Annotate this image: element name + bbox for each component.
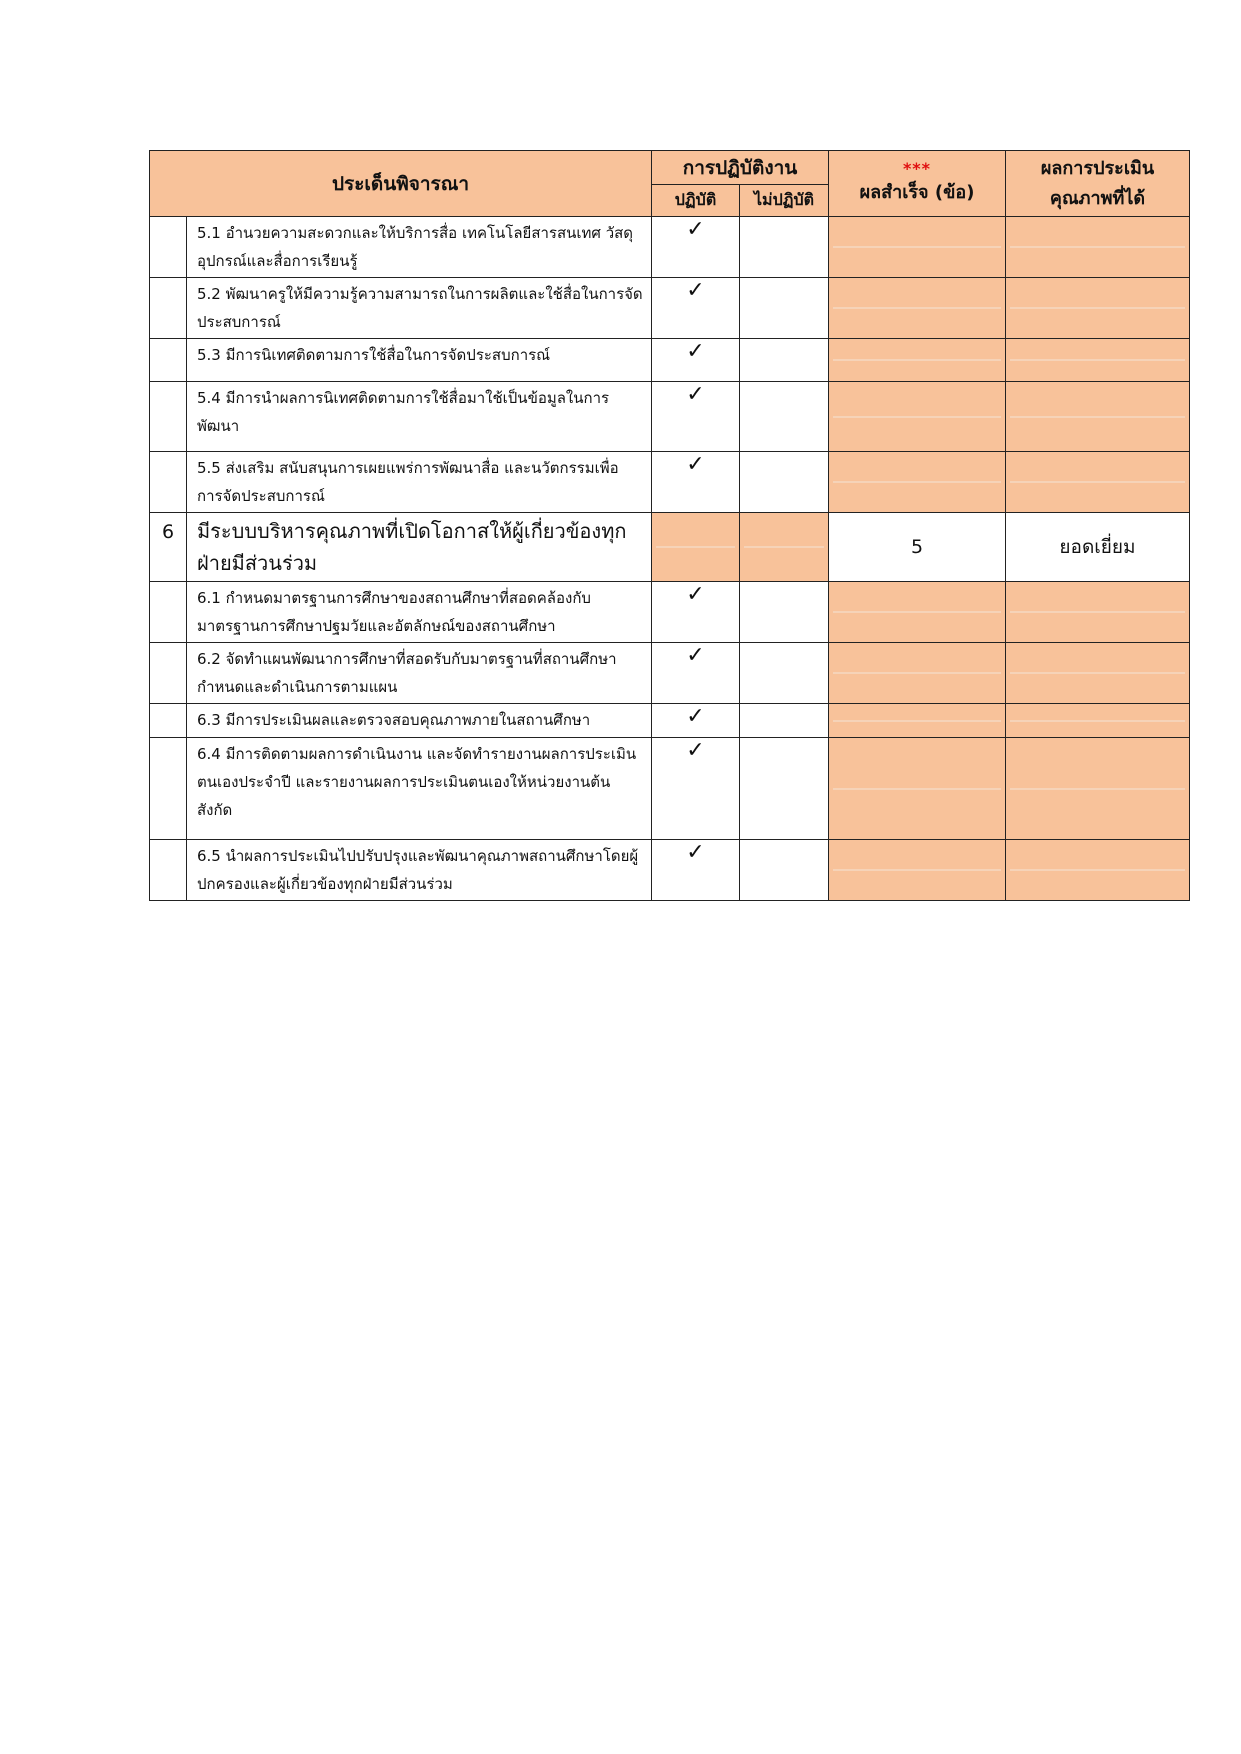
header-topic (150, 151, 652, 217)
header-assessment-line1: ผลการประเมิน (1040, 157, 1155, 179)
header-result-label: ผลสำเร็จ (ข้อ) (859, 181, 975, 203)
header-stars: *** (902, 158, 932, 178)
not-practice-cell (740, 738, 829, 840)
row-number-cell (150, 582, 187, 643)
row-description: 6.5 นำผลการประเมินไปปรับปรุงและพัฒนาคุณภาพสถานศึกษาโดยผู้ปกครองและผู้เกี่ยวข้องทุกฝ่ายมีส่วนร่วม (187, 840, 652, 901)
check-mark-icon: ✓ (652, 382, 740, 452)
assessment-cell (1006, 382, 1190, 452)
header-practice-label: ปฏิบัติ (674, 190, 717, 209)
header-result (829, 151, 1006, 217)
row-number-cell (150, 278, 187, 339)
check-mark-icon: ✓ (652, 582, 740, 643)
header-practice (652, 185, 740, 217)
assessment-cell (1006, 643, 1190, 704)
header-assessment-line2: คุณภาพที่ได้ (1049, 187, 1146, 209)
not-practice-cell (740, 643, 829, 704)
assessment-cell (1006, 704, 1190, 738)
row-description: 5.5 ส่งเสริม สนับสนุนการเผยแพร่การพัฒนาสื่อ และนวัตกรรมเพื่อการจัดประสบการณ์ (187, 452, 652, 513)
result-cell (829, 738, 1006, 840)
section-result: 5 (829, 513, 1006, 582)
not-practice-cell (740, 513, 829, 582)
assessment-cell (1006, 582, 1190, 643)
table-row (150, 582, 1190, 643)
practice-cell (652, 513, 740, 582)
table-row (150, 738, 1190, 840)
not-practice-cell (740, 382, 829, 452)
assessment-cell (1006, 217, 1190, 278)
table-row (150, 452, 1190, 513)
not-practice-cell (740, 452, 829, 513)
check-mark-icon: ✓ (652, 339, 740, 382)
row-number-cell (150, 382, 187, 452)
table-row (150, 643, 1190, 704)
section-row (150, 513, 1190, 582)
row-description: 5.1 อำนวยความสะดวกและให้บริการสื่อ เทคโนโลยีสารสนเทศ วัสดุ อุปกรณ์และสื่อการเรียนรู้ (187, 217, 652, 278)
table-row (150, 217, 1190, 278)
check-mark-icon: ✓ (652, 738, 740, 840)
header-assessment (1006, 151, 1190, 217)
assessment-cell (1006, 840, 1190, 901)
result-cell (829, 217, 1006, 278)
result-cell (829, 643, 1006, 704)
row-description: 6.1 กำหนดมาตรฐานการศึกษาของสถานศึกษาที่สอดคล้องกับมาตรฐานการศึกษาปฐมวัยและอัตลักษณ์ของสถานศึกษา (187, 582, 652, 643)
row-number-cell (150, 738, 187, 840)
section-number: 6 (150, 513, 187, 582)
not-practice-cell (740, 582, 829, 643)
row-number-cell (150, 840, 187, 901)
row-number-cell (150, 217, 187, 278)
not-practice-cell (740, 704, 829, 738)
not-practice-cell (740, 217, 829, 278)
assessment-cell (1006, 452, 1190, 513)
table-row (150, 840, 1190, 901)
result-cell (829, 278, 1006, 339)
evaluation-table (149, 150, 1190, 901)
row-number-cell (150, 452, 187, 513)
row-description: 5.4 มีการนำผลการนิเทศติดตามการใช้สื่อมาใช้เป็นข้อมูลในการพัฒนา (187, 382, 652, 452)
not-practice-cell (740, 840, 829, 901)
header-not-practice (740, 185, 829, 217)
check-mark-icon: ✓ (652, 452, 740, 513)
row-description: 6.3 มีการประเมินผลและตรวจสอบคุณภาพภายในสถานศึกษา (187, 704, 652, 738)
result-cell (829, 704, 1006, 738)
row-description: 5.3 มีการนิเทศติดตามการใช้สื่อในการจัดประสบการณ์ (187, 339, 652, 382)
header-topic-label: ประเด็นพิจารณา (331, 172, 470, 195)
check-mark-icon: ✓ (652, 704, 740, 738)
section-assessment: ยอดเยี่ยม (1006, 513, 1190, 582)
check-mark-icon: ✓ (652, 840, 740, 901)
row-description: 5.2 พัฒนาครูให้มีความรู้ความสามารถในการผลิตและใช้สื่อในการจัดประสบการณ์ (187, 278, 652, 339)
table-row (150, 382, 1190, 452)
table-row (150, 339, 1190, 382)
section-title: มีระบบบริหารคุณภาพที่เปิดโอกาสให้ผู้เกี่ยวข้องทุกฝ่ายมีส่วนร่วม (187, 513, 652, 582)
row-number-cell (150, 339, 187, 382)
result-cell (829, 582, 1006, 643)
header-practice-group (652, 151, 829, 185)
not-practice-cell (740, 278, 829, 339)
row-number-cell (150, 704, 187, 738)
assessment-cell (1006, 278, 1190, 339)
result-cell (829, 382, 1006, 452)
table-row (150, 704, 1190, 738)
result-cell (829, 452, 1006, 513)
table-row (150, 278, 1190, 339)
header-not-practice-label: ไม่ปฏิบัติ (753, 190, 815, 209)
row-description: 6.2 จัดทำแผนพัฒนาการศึกษาที่สอดรับกับมาตรฐานที่สถานศึกษากำหนดและดำเนินการตามแผน (187, 643, 652, 704)
check-mark-icon: ✓ (652, 278, 740, 339)
header-practice-group-label: การปฏิบัติงาน (682, 156, 798, 179)
result-cell (829, 339, 1006, 382)
check-mark-icon: ✓ (652, 217, 740, 278)
check-mark-icon: ✓ (652, 643, 740, 704)
row-description: 6.4 มีการติดตามผลการดำเนินงาน และจัดทำรายงานผลการประเมินตนเองประจำปี และรายงานผลการประเมินตนเองให้หน่วยงานต้นสังกัด (187, 738, 652, 840)
assessment-cell (1006, 738, 1190, 840)
result-cell (829, 840, 1006, 901)
assessment-cell (1006, 339, 1190, 382)
row-number-cell (150, 643, 187, 704)
header-row-1 (150, 151, 1190, 185)
evaluation-sheet (149, 150, 1189, 901)
not-practice-cell (740, 339, 829, 382)
